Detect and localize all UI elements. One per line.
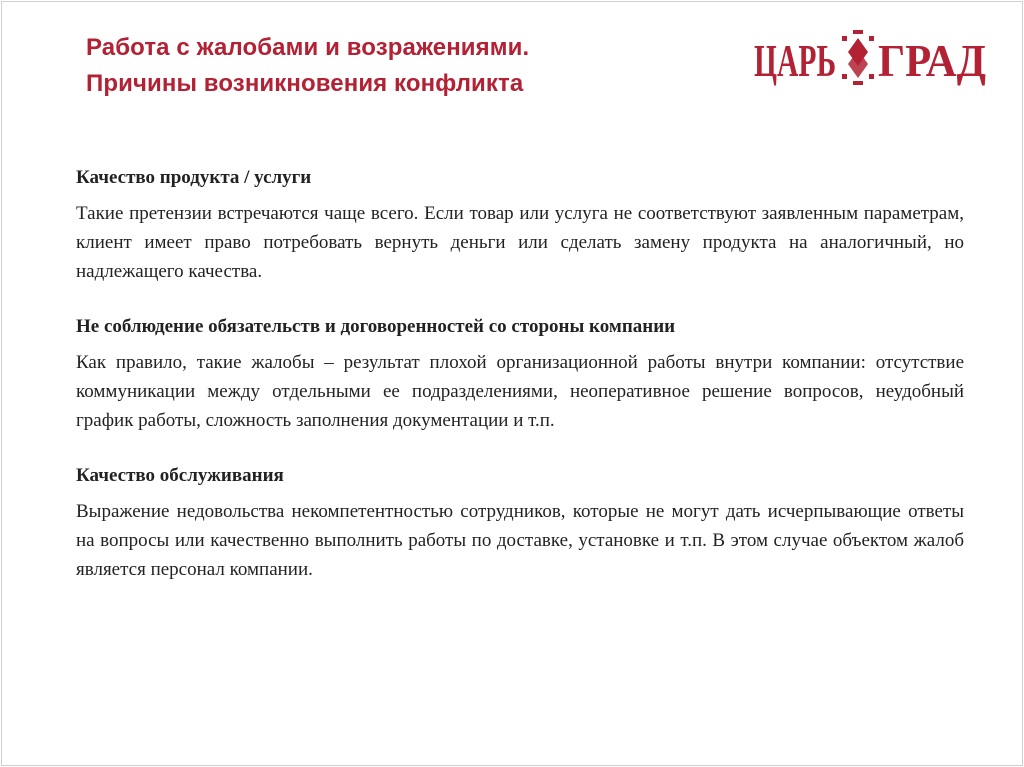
section-product-quality: [76, 167, 964, 286]
section-service-quality: [76, 465, 964, 584]
logo-text-left: ЦАРЬ: [754, 35, 836, 86]
title-line-1: Работа с жалобами и возражениями.: [86, 34, 530, 61]
logo-text-right: ГРАД: [878, 35, 987, 86]
slide: [1, 1, 1023, 766]
section-heading: Качество обслуживания: [76, 465, 284, 486]
title-line-2: Причины возникновения конфликта: [86, 70, 524, 97]
page-title: [86, 30, 706, 102]
ornament-icon: [842, 30, 874, 85]
content-body: [76, 167, 964, 584]
section-obligations: [76, 316, 964, 435]
section-text: Такие претензии встречаются чаще всего. Если товар или услуга не соответствуют заявленным параметрам, клиент имеет право потребовать вернуть деньги или сделать замену продукта на аналогичный, но надлежащего качества.: [76, 203, 964, 282]
section-text: Как правило, такие жалобы – результат плохой организационной работы внутри компании: отсутствие коммуникации между отдельными ее подразделениями, неоперативное решение вопросов, неудобный график работы, сложность заполнения документации и т.п.: [76, 352, 964, 431]
section-heading: Качество продукта / услуги: [76, 167, 312, 188]
section-text: Выражение недовольства некомпетентностью сотрудников, которые не могут дать исчерпывающие ответы на вопросы или качественно выполнить работы по доставке, установке и т.п. В этом случае объектом жалоб является персонал компании.: [76, 501, 964, 580]
tsargrad-logo: [754, 30, 994, 86]
logo-graphic: [754, 30, 994, 86]
section-heading: Не соблюдение обязательств и договоренностей со стороны компании: [76, 316, 676, 337]
